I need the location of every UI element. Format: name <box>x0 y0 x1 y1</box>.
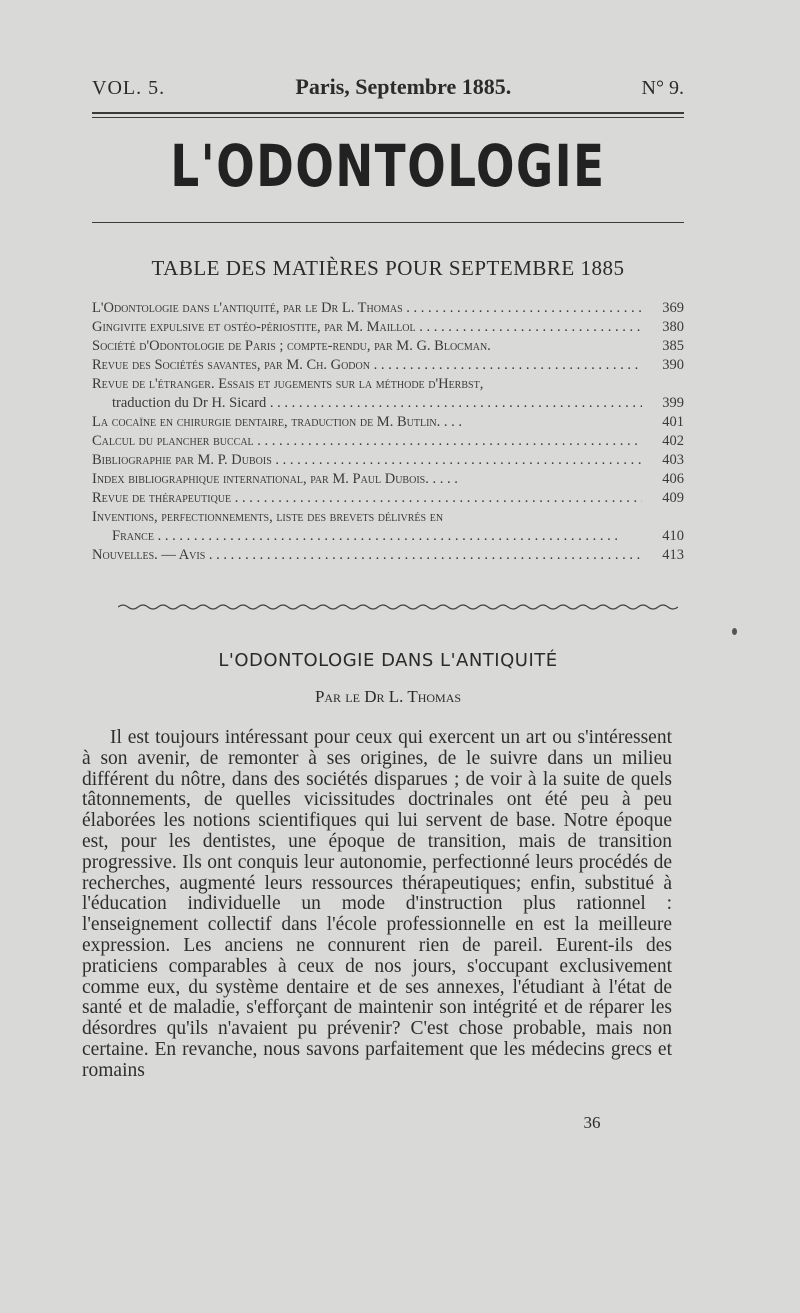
toc-entry <box>92 319 684 338</box>
wavy-divider <box>118 600 678 614</box>
toc-entry-title: L'Odontologie dans l'antiquité, par le Dr L. Thomas . . . <box>92 300 642 317</box>
toc-entry-page: 385 <box>662 338 684 354</box>
page-number: 36 <box>583 1113 601 1132</box>
title-rule <box>92 222 684 223</box>
header-rule-thin <box>92 117 684 118</box>
toc-entry <box>92 547 684 566</box>
toc-entry-title: Revue de l'étranger. Essais et jugements sur la méthode d'Herbst, <box>92 376 484 392</box>
toc-entry-page: 369 <box>662 300 684 316</box>
issue-date: Paris, Septembre 1885. <box>295 74 512 99</box>
toc-entry-title: Index bibliographique international, par M. Paul Dubois. . . . . <box>92 471 458 487</box>
toc-entry-page: 413 <box>662 547 684 563</box>
toc-entry <box>92 395 684 414</box>
toc-entry-page: 399 <box>662 395 684 411</box>
body-paragraph: Il est toujours intéressant pour ceux qui exercent un art ou s'intéressent à son avenir, de remonter à ses origines, de le suivre dans un milieu différent du nôtre, dans des sociétés disparues ; de voir à la suite de quels tâtonnements, de quelles vicissitudes doctrinales ont été peu à peu élaborées les notions scientifiques qui lui servent de base. Notre époque est, pour les dentistes, une époque de transition, mais de transition progressive. Ils ont conquis leur autonomie, perfectionné leurs procédés de recherches, augmenté leurs ressources thérapeutiques; enfin, substitué à l'éducation individuelle un mode d'instruction plus rationnel : l'enseignement collectif dans l'école professionnelle en est la meilleure expression. Les anciens ne connurent rien de pareil. Eurent-ils des praticiens comparables à ceux de nos jours, s'occupant exclusivement comme eux, du système dentaire et de ses annexes, l'étudiant à l'état de santé et de maladie, s'efforçant de maintenir son intégrité et de réparer les désordres qu'ils n'avaient pu prévenir? C'est chose probable, mais non certaine. En revanche, nous savons parfaitement que les médecins grecs et romains <box>82 727 672 1081</box>
toc-entry-page: 410 <box>662 528 684 544</box>
table-of-contents <box>92 300 684 566</box>
toc-entry <box>92 528 684 547</box>
toc-entry <box>92 452 684 471</box>
toc-entry-title: Calcul du plancher buccal . . . <box>92 433 642 450</box>
issue-number: N° 9. <box>641 77 684 99</box>
toc-entry-title: France . . . <box>92 528 642 545</box>
toc-entry-title: Société d'Odontologie de Paris ; compte-rendu, par M. G. Blocman. <box>92 338 491 354</box>
toc-entry-title: Inventions, perfectionnements, liste des brevets délivrés en <box>92 509 444 525</box>
toc-entry-page: 409 <box>662 490 684 506</box>
toc-entry <box>92 490 684 509</box>
toc-heading: TABLE DES MATIÈRES POUR SEPTEMBRE 1885 <box>151 256 625 280</box>
toc-entry-page: 406 <box>662 471 684 487</box>
toc-entry-page: 403 <box>662 452 684 468</box>
article-body <box>82 728 672 1082</box>
toc-entry <box>92 357 684 376</box>
running-header <box>92 74 684 100</box>
header-rule-thick <box>92 112 684 114</box>
toc-entry <box>92 376 684 395</box>
toc-entry-title: traduction du Dr H. Sicard . . . <box>92 395 642 412</box>
toc-entry-title: Revue de thérapeutique . . . <box>92 490 642 507</box>
article-byline: Par le Dr L. Thomas <box>314 687 462 706</box>
toc-entry <box>92 414 684 433</box>
toc-entry <box>92 433 684 452</box>
toc-entry-page: 401 <box>662 414 684 430</box>
toc-entry-title: Nouvelles. — Avis . . . <box>92 547 642 564</box>
toc-entry-page: 380 <box>662 319 684 335</box>
toc-entry <box>92 509 684 528</box>
toc-entry-title: Gingivite expulsive et ostéo-périostite, par M. Maillol . . . <box>92 319 642 336</box>
journal-title: L'ODONTOLOGIE <box>170 132 606 200</box>
toc-entry <box>92 300 684 319</box>
toc-entry-title: La cocaïne en chirurgie dentaire, traduction de M. Butlin. . . . <box>92 414 462 430</box>
toc-entry-page: 390 <box>662 357 684 373</box>
article-title: L'ODONTOLOGIE DANS L'ANTIQUITÉ <box>218 650 558 671</box>
toc-entry-title: Revue des Sociétés savantes, par M. Ch. Godon . . . <box>92 357 642 374</box>
toc-entry <box>92 471 684 490</box>
toc-entry <box>92 338 684 357</box>
volume-label: VOL. 5. <box>92 77 166 99</box>
ink-speck <box>732 628 737 635</box>
toc-entry-title: Bibliographie par M. P. Dubois . . . <box>92 452 642 469</box>
toc-entry-page: 402 <box>662 433 684 449</box>
